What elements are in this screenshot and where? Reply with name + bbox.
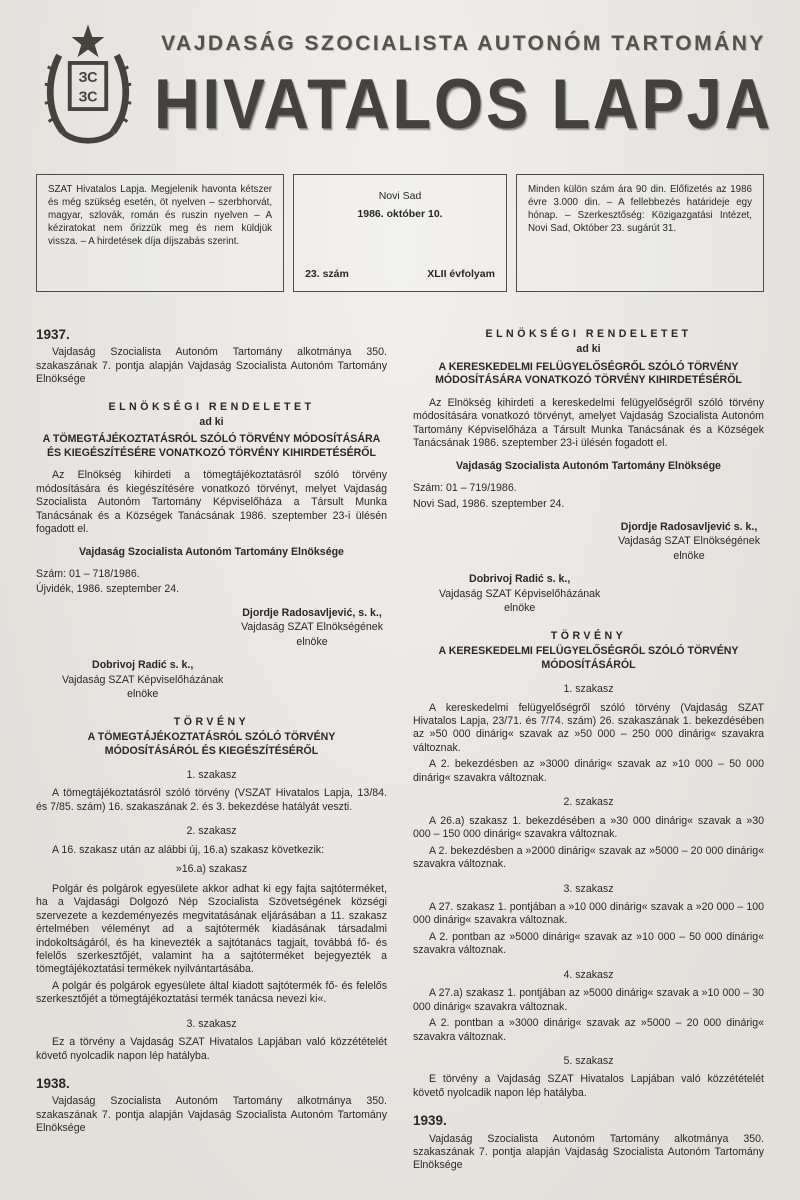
paragraph: A tömegtájékoztatásról szóló törvény (VSZAT Hivatalos Lapja, 13/84. és 7/85. szám) 16. szakaszának 2. és 3. bekezdése hatályát veszti. — [36, 787, 387, 813]
paragraph: A kereskedelmi felügyelőségről szóló törvény (Vajdaság SZAT Hivatalos Lapja, 23/71. és 7/74. szám) 26. szakaszának 1. bekezdésében az »50 000 dinárig« szavak az »50 000 – 250 000 dinárig« szavakra változnak. — [413, 701, 764, 754]
section-heading: 1. szakasz — [563, 683, 614, 696]
section-heading: 1. szakasz — [186, 769, 237, 782]
paragraph: A 2. pontban az »5000 dinárig« szavak az »10 000 – 50 000 dinárig« szavakra változnak. — [413, 930, 764, 957]
section-heading: 4. szakasz — [563, 968, 614, 981]
section-heading: 2. szakasz — [563, 796, 614, 809]
paragraph: Ez a törvény a Vajdaság SZAT Hivatalos Lapjában való közzétételét követő nyolcadik napon lép hatályba. — [36, 1036, 387, 1062]
paragraph: Vajdaság Szocialista Autonóm Tartomány alkotmánya 350. szakaszának 7. pontja alapján Vajdaság Szocialista Autonóm Tartomány Elnöksége — [36, 346, 387, 386]
paragraph: A 2. bekezdésben az »3000 dinárig« szavak az »10 000 – 50 000 dinárig« szavakra változnak. — [413, 758, 764, 784]
heading: ad ki — [199, 415, 224, 428]
signature-role: elnöke — [127, 688, 159, 701]
paragraph: Vajdaság Szocialista Autonóm Tartomány alkotmánya 350. szakaszának 7. pontja alapján Vajdaság Szocialista Autonóm Tartomány Elnöksége — [36, 1095, 387, 1135]
heading: TÖRVÉNY — [550, 629, 627, 642]
heading: Vajdaság Szocialista Autonóm Tartomány Elnöksége — [456, 459, 721, 472]
masthead-text — [154, 18, 774, 144]
gazette-title: HIVATALOS LAPJA — [154, 65, 774, 144]
signature-name: Dobrivoj Radić s. k., — [469, 573, 571, 586]
paragraph: A polgár és polgárok egyesülete által kiadott sajtótermék fő- és felelős szerkesztőjét a tömegtájékoztatási termék tanácsa nevezi ki«. — [36, 979, 387, 1006]
paragraph: Újvidék, 1986. szeptember 24. — [36, 583, 180, 596]
masthead — [36, 18, 774, 148]
paragraph: Vajdaság Szocialista Autonóm Tartomány alkotmánya 350. szakaszának 7. pontja alapján Vajdaság Szocialista Autonóm Tartomány Elnöksége — [413, 1132, 764, 1172]
heading: ELNÖKSÉGI RENDELETET — [485, 328, 692, 340]
right-column — [413, 314, 764, 1176]
paragraph: Szám: 01 – 718/1986. — [36, 568, 140, 581]
paragraph: A 27.a) szakasz 1. pontjában az »5000 dinárig« szavak a »10 000 – 30 000 dinárig« szavakra változnak. — [413, 987, 764, 1013]
paragraph: A 26.a) szakasz 1. bekezdésében a »30 000 dinárig« szavak a »30 000 – 150 000 dinárig« szavakra változnak. — [413, 814, 764, 841]
signature-name: Dobrivoj Radić s. k., — [92, 659, 194, 672]
signature-role: elnöke — [673, 549, 705, 562]
paragraph: Polgár és polgárok egyesülete akkor adhat ki egy fajta sajtóterméket, ha a Vajdasági Dolgozó Nép Szocialista Szövetségének községi szervezete a kezdeményezés megvitatásának eljárásában a 11. szakasz értelmében véleményt ad a sajtótermék kiadásának társadalmi indokoltságáról, és ha kinevezték a sajtótanács tagjait, továbbá fő- és felelős szerkesztőjét, valamint ha a sajtóterméket bejegyezték a tömegtájékoztatási termékek nyilvántartásába. — [36, 882, 387, 976]
item-number: 1938. — [36, 1076, 70, 1092]
paragraph: Az Elnökség kihirdeti a tömegtájékoztatásról szóló törvény módosítására és kiegészítésére vonatkozó törvényt, melyet Vajdaság Szocialista Autonóm Tartomány Képviselőháza a Társult Munka Tanácsának és a Községek Tanácsának 1986. szeptember 23-i ülésén fogadott el. — [36, 469, 387, 536]
item-number: 1937. — [36, 327, 70, 342]
paragraph: Az Elnökség kihirdeti a kereskedelmi felügyelőségről szóló törvény módosítására vonatkozó törvényt, amelyet Vajdaság Szocialista Autonóm Tartomány Képviselőháza a Társult Munka Tanácsának és a Községek Tanácsának 1986. szeptember 23-i ülésén fogadott el. — [413, 396, 764, 450]
signature-name: Djordje Radosavljević, s. k., — [242, 606, 382, 619]
emblem-glyph-top: ЗС — [78, 70, 98, 87]
section-heading: 5. szakasz — [563, 1055, 614, 1068]
heading: A TÖMEGTÁJÉKOZTATÁSRÓL SZÓLÓ TÖRVÉNY MÓDOSÍTÁSÁRA ÉS KIEGÉSZÍTÉSÉRE VONATKOZÓ TÖRVÉNY KIHIRDETÉSÉRŐL — [42, 433, 381, 459]
section-heading: 3. szakasz — [563, 882, 614, 895]
signature-block — [62, 659, 223, 701]
paragraph: »16.a) szakasz — [175, 863, 248, 876]
heading: ad ki — [576, 343, 601, 356]
issue-info-box — [293, 174, 507, 292]
heading: A KERESKEDELMI FELÜGYELŐSÉGRŐL SZÓLÓ TÖRVÉNY MÓDOSÍTÁSÁRA VONATKOZÓ TÖRVÉNY KIHIRDETÉSÉRŐL — [435, 360, 742, 387]
heading: ELNÖKSÉGI RENDELETET — [108, 400, 315, 413]
paragraph: E törvény a Vajdaság SZAT Hivatalos Lapjában való közzétételét követő nyolcadik napon lép hatályba. — [413, 1073, 764, 1099]
paragraph: A 16. szakasz után az alábbi új, 16.a) szakasz következik: — [52, 843, 325, 856]
signature-name: Djordje Radosavljević s. k., — [620, 520, 758, 533]
heading: TÖRVÉNY — [173, 715, 250, 728]
issue-volume: XLII évfolyam — [427, 268, 495, 281]
signature-role: elnöke — [296, 635, 328, 648]
paragraph: Szám: 01 – 719/1986. — [413, 482, 517, 495]
province-tagline: VAJDASÁG SZOCIALISTA AUTONÓM TARTOMÁNY — [161, 32, 766, 55]
heading: A KERESKEDELMI FELÜGYELŐSÉGRŐL SZÓLÓ TÖRVÉNY MÓDOSÍTÁSÁRÓL — [438, 645, 739, 671]
paragraph: A 2. bekezdésben a »2000 dinárig« szavak az »5000 – 20 000 dinárig« szavakra változnak. — [413, 844, 764, 871]
paragraph: A 27. szakasz 1. pontjában a »10 000 dinárig« szavak a »20 000 – 100 000 dinárig« szavakra változnak. — [413, 900, 764, 927]
left-column — [36, 314, 387, 1139]
section-heading: 2. szakasz — [186, 825, 237, 838]
section-heading: 3. szakasz — [186, 1017, 237, 1030]
signature-block — [439, 573, 600, 615]
signature-role: Vajdaság SZAT Képviselőházának — [439, 587, 601, 600]
signature-role: elnöke — [504, 602, 536, 615]
imprint-price-note: Minden külön szám ára 90 din. Előfizetés az 1986 évre 3.000 din. – A fellebbezés határideje egy hónap. – Szerkesztőség: Közigazgatási Intézet, Novi Sad, Október 23. sugárút 31. — [516, 174, 764, 292]
signature-block — [618, 521, 760, 563]
heading: Vajdaság Szocialista Autonóm Tartomány Elnöksége — [79, 545, 344, 558]
item-number: 1939. — [413, 1113, 447, 1129]
issue-city: Novi Sad — [378, 190, 422, 202]
coat-of-arms-icon — [36, 18, 140, 148]
signature-block — [241, 607, 383, 649]
emblem-glyph-bottom: ЗС — [78, 89, 98, 106]
signature-role: Vajdaság SZAT Képviselőházának — [62, 673, 224, 686]
imprint-row — [36, 174, 764, 292]
signature-role: Vajdaság SZAT Elnökségének — [241, 621, 383, 634]
signature-role: Vajdaság SZAT Elnökségének — [618, 535, 760, 548]
imprint-publication-note: SZAT Hivatalos Lapja. Megjelenik havonta kétszer és még szükség esetén, öt nyelven – szerbhorvát, magyar, szlovák, román és ruszin nyelven – A kéziratokat nem őrizzük meg és nem küldjük vissza. – A hirdetések díja díjszabás szerint. — [36, 174, 284, 292]
issue-date: 1986. október 10. — [357, 207, 443, 220]
issue-number: 23. szám — [305, 268, 349, 281]
paragraph: Novi Sad, 1986. szeptember 24. — [413, 497, 565, 510]
heading: A TÖMEGTÁJÉKOZTATÁSRÓL SZÓLÓ TÖRVÉNY MÓDOSÍTÁSÁRÓL ÉS KIEGÉSZÍTÉSÉRŐL — [87, 731, 336, 757]
gazette-body — [36, 314, 764, 1176]
paragraph: A 2. pontban a »3000 dinárig« szavak az »5000 – 20 000 dinárig« szavakra változnak. — [413, 1017, 764, 1043]
